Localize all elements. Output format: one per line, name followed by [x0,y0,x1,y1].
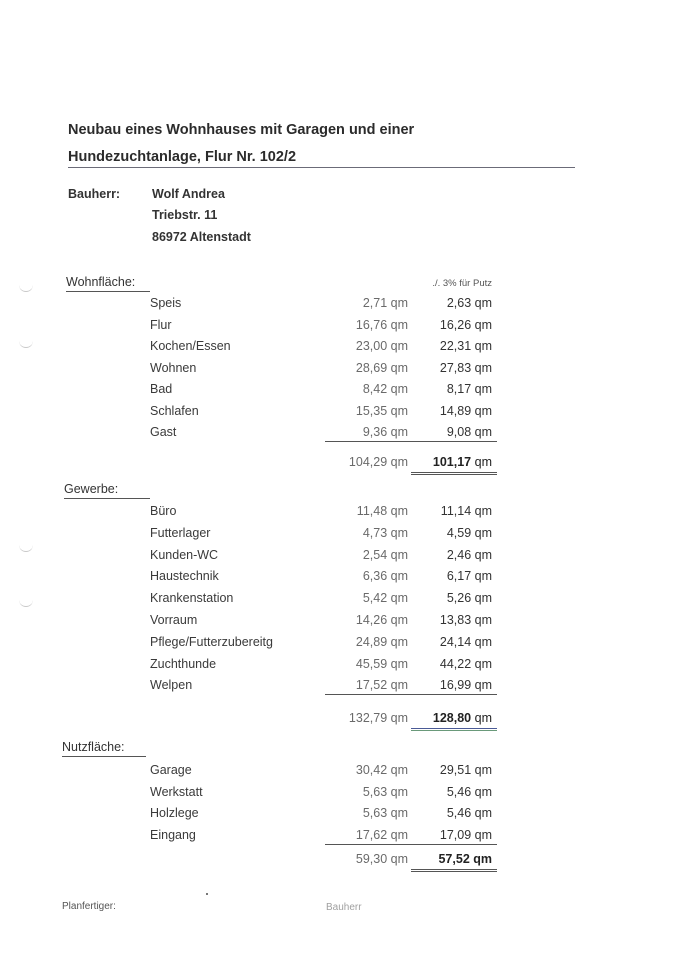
room-name: Krankenstation [150,591,234,606]
plaster-deduction-header: ./. 3% für Putz [432,278,492,289]
room-area-net: 5,26 qm [446,591,492,606]
room-area-net: 14,89 qm [439,403,492,418]
room-area-net: 13,83 qm [439,613,492,627]
room-area-net: 44,22 qm [439,656,492,671]
room-area-net: 6,17 qm [446,569,492,584]
room-area: 17,62 qm [355,827,408,842]
room-name: Zuchthunde [150,656,217,671]
total-double-underline [411,730,497,731]
section-heading-underline [62,756,146,757]
punch-hole-mark [19,285,33,292]
room-name: Büro [150,504,177,518]
section-heading-underline [66,291,150,292]
section-total-net-value: 101,17 [432,455,472,469]
room-name: Pflege/Futterzubereitg [150,634,273,649]
sum-rule [325,844,497,845]
room-area-net: 24,14 qm [439,634,492,649]
punch-hole-mark [19,341,33,348]
punch-hole-mark [19,545,33,552]
section-heading: Nutzfläche: [62,740,125,754]
total-double-underline [411,474,497,475]
room-area-net: 9,08 qm [446,425,492,439]
room-area: 17,52 qm [355,678,408,693]
document-title-line-1: Neubau eines Wohnhauses mit Garagen und einer [68,122,415,138]
room-area: 2,54 qm [362,547,408,562]
room-area: 5,63 qm [362,806,408,820]
owner-label: Bauherr: [68,187,121,201]
section-total-area: 59,30 qm [355,851,408,866]
room-name: Werkstatt [150,784,203,799]
room-area: 8,42 qm [362,382,408,396]
room-area-net: 5,46 qm [446,806,492,820]
room-name: Gast [150,425,177,439]
section-total-net-value: 57,52 qm [438,851,492,866]
room-name: Wohnen [150,360,197,375]
room-area: 9,36 qm [362,425,408,439]
room-name: Haustechnik [150,569,219,584]
room-area-net: 2,46 qm [446,547,492,562]
room-area: 15,35 qm [355,403,408,418]
room-area: 45,59 qm [355,656,408,671]
room-area-net: 29,51 qm [439,763,492,777]
room-name: Bad [150,382,173,396]
total-double-underline [411,728,497,729]
room-name: Garage [150,763,192,777]
room-name: Eingang [150,827,196,842]
room-name: Speis [150,296,182,310]
room-area: 30,42 qm [355,763,408,777]
section-heading-underline [64,498,150,499]
room-area: 28,69 qm [355,360,408,375]
section-total-net-unit: qm [474,711,492,726]
room-area: 24,89 qm [355,634,408,649]
room-area: 5,63 qm [362,784,408,799]
section-total-net [392,455,492,469]
total-double-underline [411,472,497,473]
room-area: 5,42 qm [362,591,408,606]
room-area: 23,00 qm [355,339,408,353]
total-double-underline [411,869,497,870]
room-name: Welpen [150,678,193,693]
room-area: 2,71 qm [362,296,408,310]
room-area-net: 8,17 qm [446,382,492,396]
section-total-area: 132,79 qm [348,711,408,726]
room-area-net: 27,83 qm [439,360,492,375]
room-area: 6,36 qm [362,569,408,584]
room-area-net: 11,14 qm [440,504,492,518]
room-name: Futterlager [150,525,211,540]
section-total-net-unit: qm [474,455,492,469]
document-title-line-2: Hundezuchtanlage, Flur Nr. 102/2 [68,149,297,165]
planner-signature-label: Planfertiger: [62,901,116,912]
section-total-net [392,711,492,725]
room-area: 14,26 qm [355,613,408,627]
room-area-net: 16,26 qm [439,317,492,332]
section-total-net-value: 128,80 [432,711,472,726]
room-name: Holzlege [150,806,199,820]
room-area: 4,73 qm [362,525,408,540]
owner-street: Triebstr. 11 [152,208,218,222]
punch-hole-mark [19,600,33,607]
room-area: 11,48 qm [356,504,408,518]
title-underline [68,167,575,168]
room-area: 16,76 qm [355,317,408,332]
room-name: Kunden-WC [150,547,219,562]
room-name: Schlafen [150,403,199,418]
sum-rule [325,441,497,442]
owner-name: Wolf Andrea [152,187,225,201]
room-area-net: 16,99 qm [439,678,492,693]
room-name: Flur [150,317,172,332]
room-area-net: 5,46 qm [446,784,492,799]
sum-rule [325,694,497,695]
total-double-underline [411,871,497,872]
room-area-net: 17,09 qm [439,827,492,842]
owner-city: 86972 Altenstadt [152,230,251,244]
section-heading: Wohnfläche: [66,275,136,289]
scan-speck [206,893,208,895]
owner-signature-label: Bauherr [326,902,362,913]
room-name: Kochen/Essen [150,339,231,353]
section-total-net [392,852,492,866]
room-area-net: 22,31 qm [439,339,492,353]
section-heading: Gewerbe: [64,482,119,496]
room-area-net: 4,59 qm [446,525,492,540]
room-area-net: 2,63 qm [446,296,492,310]
room-name: Vorraum [150,613,198,627]
section-total-area: 104,29 qm [348,455,408,469]
